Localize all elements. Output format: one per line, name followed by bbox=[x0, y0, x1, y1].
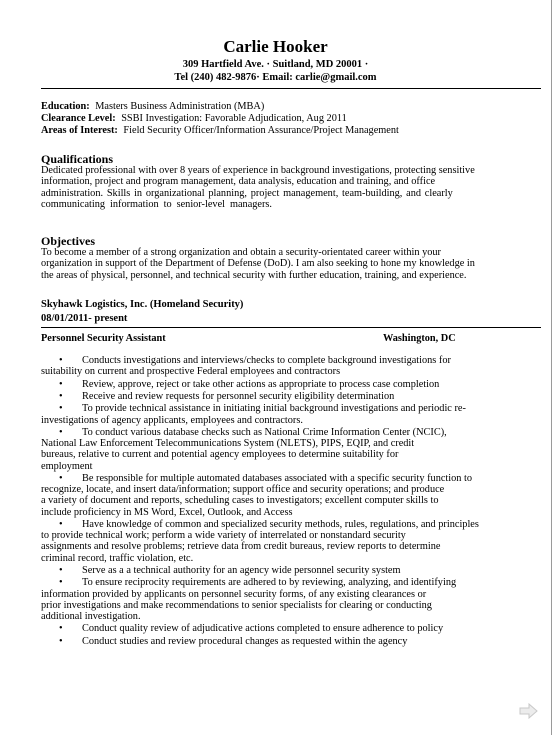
interest-label: Areas of Interest: bbox=[41, 125, 118, 136]
duty-item bbox=[41, 427, 517, 472]
duty-item bbox=[41, 577, 517, 622]
duty-text bbox=[41, 519, 517, 564]
duty-line: employment bbox=[41, 460, 93, 472]
duty-text bbox=[41, 427, 517, 472]
education-row bbox=[41, 101, 264, 112]
duty-item bbox=[41, 473, 517, 518]
duty-text bbox=[41, 379, 517, 390]
duty-line: bureaus, relative to current and potential agency employees to determine suitability for bbox=[41, 449, 399, 461]
qualifications-line: Dedicated professional with over 8 years of experience in background investigations, protecting sensitive bbox=[41, 165, 475, 176]
qualifications-heading: Qualifications bbox=[41, 152, 114, 166]
address-line: 309 Hartfield Ave. · Suitland, MD 20001 · bbox=[182, 59, 369, 70]
bullet-icon: • bbox=[59, 378, 63, 390]
duty-item bbox=[41, 403, 517, 425]
objectives-line: To become a member of a strong organization and obtain a security-orientated career within your bbox=[41, 247, 441, 258]
job-location: Washington, DC bbox=[383, 333, 456, 344]
duty-item bbox=[41, 355, 517, 377]
duty-line: a variety of document and reports, scheduling cases to investigators; excellent computer skills to bbox=[41, 495, 439, 507]
education-value: Masters Business Administration (MBA) bbox=[95, 101, 265, 112]
duty-text bbox=[41, 636, 517, 647]
bullet-icon: • bbox=[59, 390, 63, 402]
header-divider bbox=[41, 88, 541, 89]
duty-line: Conduct quality review of adjudicative actions completed to ensure adherence to policy bbox=[82, 623, 444, 635]
duty-line: investigations of agency applicants, employees and contractors. bbox=[41, 414, 303, 426]
job-dates: 08/01/2011- present bbox=[41, 313, 128, 324]
duty-line: additional investigation. bbox=[41, 610, 141, 622]
bullet-icon: • bbox=[59, 355, 63, 366]
duty-line: Receive and review requests for personnel security eligibility determination bbox=[82, 390, 395, 402]
bullet-icon: • bbox=[59, 426, 63, 438]
objectives-line: organization in support of the Department of Defense (DoD). I am also seeking to hone my knowledge in bbox=[41, 258, 475, 270]
next-page-arrow-icon[interactable] bbox=[519, 703, 539, 719]
duty-line: Be responsible for multiple automated databases associated with a specific security function to bbox=[82, 472, 473, 484]
duty-text bbox=[41, 355, 517, 377]
duty-line: criminal record, traffic violation, etc. bbox=[41, 552, 194, 564]
duty-line: To provide technical assistance in initiating initial background investigations and periodic re- bbox=[82, 403, 466, 415]
duty-item bbox=[41, 379, 517, 390]
candidate-name: Carlie Hooker bbox=[223, 37, 328, 56]
duty-line: To ensure reciprocity requirements are adhered to by reviewing, analyzing, and identifying bbox=[82, 577, 457, 589]
duty-line: assignments and resolve problems; retrieve data from credit bureaus, review reports to determine bbox=[41, 541, 441, 553]
duty-line: Conducts investigations and interviews/checks to complete background investigations for bbox=[82, 355, 451, 366]
clearance-value: SSBI Investigation: Favorable Adjudication, Aug 2011 bbox=[121, 113, 347, 124]
clearance-row bbox=[41, 113, 347, 124]
duty-line: To conduct various database checks such as National Crime Information Center (NCIC), bbox=[82, 426, 447, 438]
duty-item bbox=[41, 565, 517, 576]
duty-text bbox=[41, 623, 517, 634]
objectives-text bbox=[41, 247, 519, 281]
duty-line: recognize, locate, and insert data/information; support office and security operations; and produce bbox=[41, 484, 445, 496]
duty-item bbox=[41, 391, 517, 402]
bullet-icon: • bbox=[59, 518, 63, 530]
duties-list bbox=[41, 355, 517, 648]
contact-line: Tel (240) 482-9876· Email: carlie@gmail.com bbox=[174, 72, 377, 83]
qualifications-line: information, project and program management, data analysis, education and training, and office bbox=[41, 176, 436, 188]
bullet-icon: • bbox=[59, 564, 63, 576]
duty-text bbox=[41, 403, 517, 425]
qualifications-line: administration. Skills in organizational planning, project management, team-building, and clearly bbox=[41, 187, 453, 199]
bullet-icon: • bbox=[59, 623, 63, 635]
bullet-icon: • bbox=[59, 403, 63, 415]
duty-line: Serve as a a technical authority for an agency wide personnel security system bbox=[82, 564, 401, 576]
qualifications-line: communicating information to senior-level managers. bbox=[41, 199, 272, 211]
company-name: Skyhawk Logistics, Inc. (Homeland Security) bbox=[41, 299, 244, 310]
objectives-heading: Objectives bbox=[41, 234, 95, 248]
clearance-label: Clearance Level: bbox=[41, 113, 116, 124]
duty-line: suitability on current and prospective Federal employees and contractors bbox=[41, 366, 341, 378]
duty-line: to provide technical work; perform a wide variety of interrelated or nonstandard security bbox=[41, 530, 406, 542]
duty-text bbox=[41, 577, 517, 622]
education-label: Education: bbox=[41, 101, 90, 112]
job-divider bbox=[41, 327, 541, 328]
duty-text bbox=[41, 473, 517, 518]
duty-item bbox=[41, 623, 517, 634]
duty-line: Have knowledge of common and specialized security methods, rules, regulations, and principles bbox=[82, 518, 479, 530]
duty-line: Conduct studies and review procedural changes as requested within the agency bbox=[82, 635, 408, 647]
qualifications-text bbox=[41, 165, 519, 211]
duty-text bbox=[41, 391, 517, 402]
bullet-icon: • bbox=[59, 472, 63, 484]
interest-row bbox=[41, 125, 399, 136]
duty-text bbox=[41, 565, 517, 576]
bullet-icon: • bbox=[59, 635, 63, 647]
duty-item bbox=[41, 519, 517, 564]
interest-value: Field Security Officer/Information Assurance/Project Management bbox=[123, 125, 399, 136]
objectives-line: the areas of physical, personnel, and technical security with further education, training, and experience. bbox=[41, 269, 467, 281]
bullet-icon: • bbox=[59, 577, 63, 589]
duty-line: include proficiency in MS Word, Excel, Outlook, and Access bbox=[41, 506, 293, 518]
duty-line: prior investigations and make recommendations to senior specialists for clearing or conducting bbox=[41, 599, 432, 611]
duty-line: National Law Enforcement Telecommunications System (NLETS), PIPS, EQIP, and credit bbox=[41, 438, 415, 450]
duty-line: Review, approve, reject or take other actions as appropriate to process case completion bbox=[82, 378, 440, 390]
job-title: Personnel Security Assistant bbox=[41, 333, 166, 344]
duty-line: information provided by applicants on personnel security forms, of any existing clearances or bbox=[41, 588, 427, 600]
duty-item bbox=[41, 636, 517, 647]
